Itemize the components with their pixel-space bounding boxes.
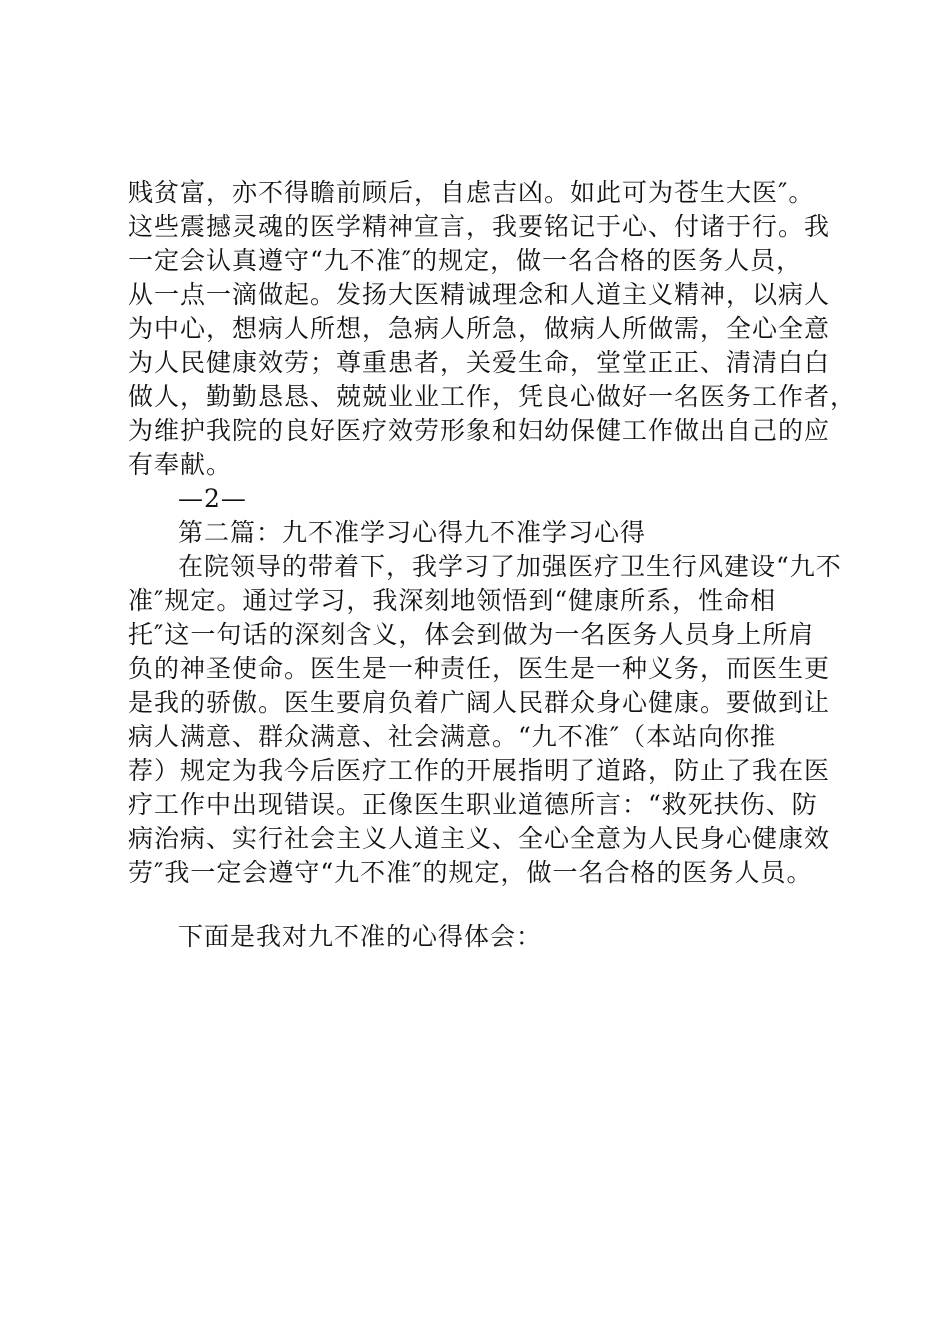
section-title: 第二篇：九不准学习心得九不准学习心得: [178, 518, 647, 547]
paragraph-line: 是我的骄傲。医生要肩负着广阔人民群众身心健康。要做到让: [128, 688, 831, 717]
paragraph-line: 疗工作中出现错误。正像医生职业道德所言：“救死扶伤、防: [128, 790, 818, 819]
paragraph-line: 准″规定。通过学习，我深刻地领悟到“健康所系，性命相: [128, 586, 777, 615]
paragraph-line: 为中心，想病人所想，急病人所急，做病人所做需，全心全意: [128, 314, 831, 343]
paragraph-line: 病治病、实行社会主义人道主义、全心全意为人民身心健康效: [128, 824, 831, 853]
paragraph-line: 有奉献。: [128, 450, 233, 479]
paragraph-line: 为人民健康效劳；尊重患者，关爱生命，堂堂正正、清清白白: [128, 348, 831, 377]
paragraph-line: 一定会认真遵守“九不准″的规定，做一名合格的医务人员，: [128, 246, 803, 275]
paragraph-line: 为维护我院的良好医疗效劳形象和妇幼保健工作做出自己的应: [128, 416, 831, 445]
page-number: —2—: [178, 484, 247, 513]
paragraph-line: 在院领导的带着下，我学习了加强医疗卫生行风建设“九不: [178, 552, 842, 581]
paragraph-line: 下面是我对九不准的心得体会：: [178, 922, 543, 951]
paragraph-line: 劳″我一定会遵守“九不准″的规定，做一名合格的医务人员。: [128, 858, 813, 887]
paragraph-line: 负的神圣使命。医生是一种责任，医生是一种义务，而医生更: [128, 654, 831, 683]
paragraph-line: 荐）规定为我今后医疗工作的开展指明了道路，防止了我在医: [128, 756, 831, 785]
paragraph-line: 托″这一句话的深刻含义，体会到做为一名医务人员身上所肩: [128, 620, 815, 649]
paragraph-line: 贱贫富，亦不得瞻前顾后，自虑吉凶。如此可为苍生大医″。: [128, 178, 815, 207]
paragraph-line: 从一点一滴做起。发扬大医精诚理念和人道主义精神，以病人: [128, 280, 831, 309]
paragraph-line: 这些震撼灵魂的医学精神宣言，我要铭记于心、付诸于行。我: [128, 212, 831, 241]
paragraph-line: 做人，勤勤恳恳、兢兢业业工作，凭良心做好一名医务工作者，: [128, 382, 857, 411]
paragraph-line: 病人满意、群众满意、社会满意。“九不准″（本站向你推: [128, 722, 777, 751]
